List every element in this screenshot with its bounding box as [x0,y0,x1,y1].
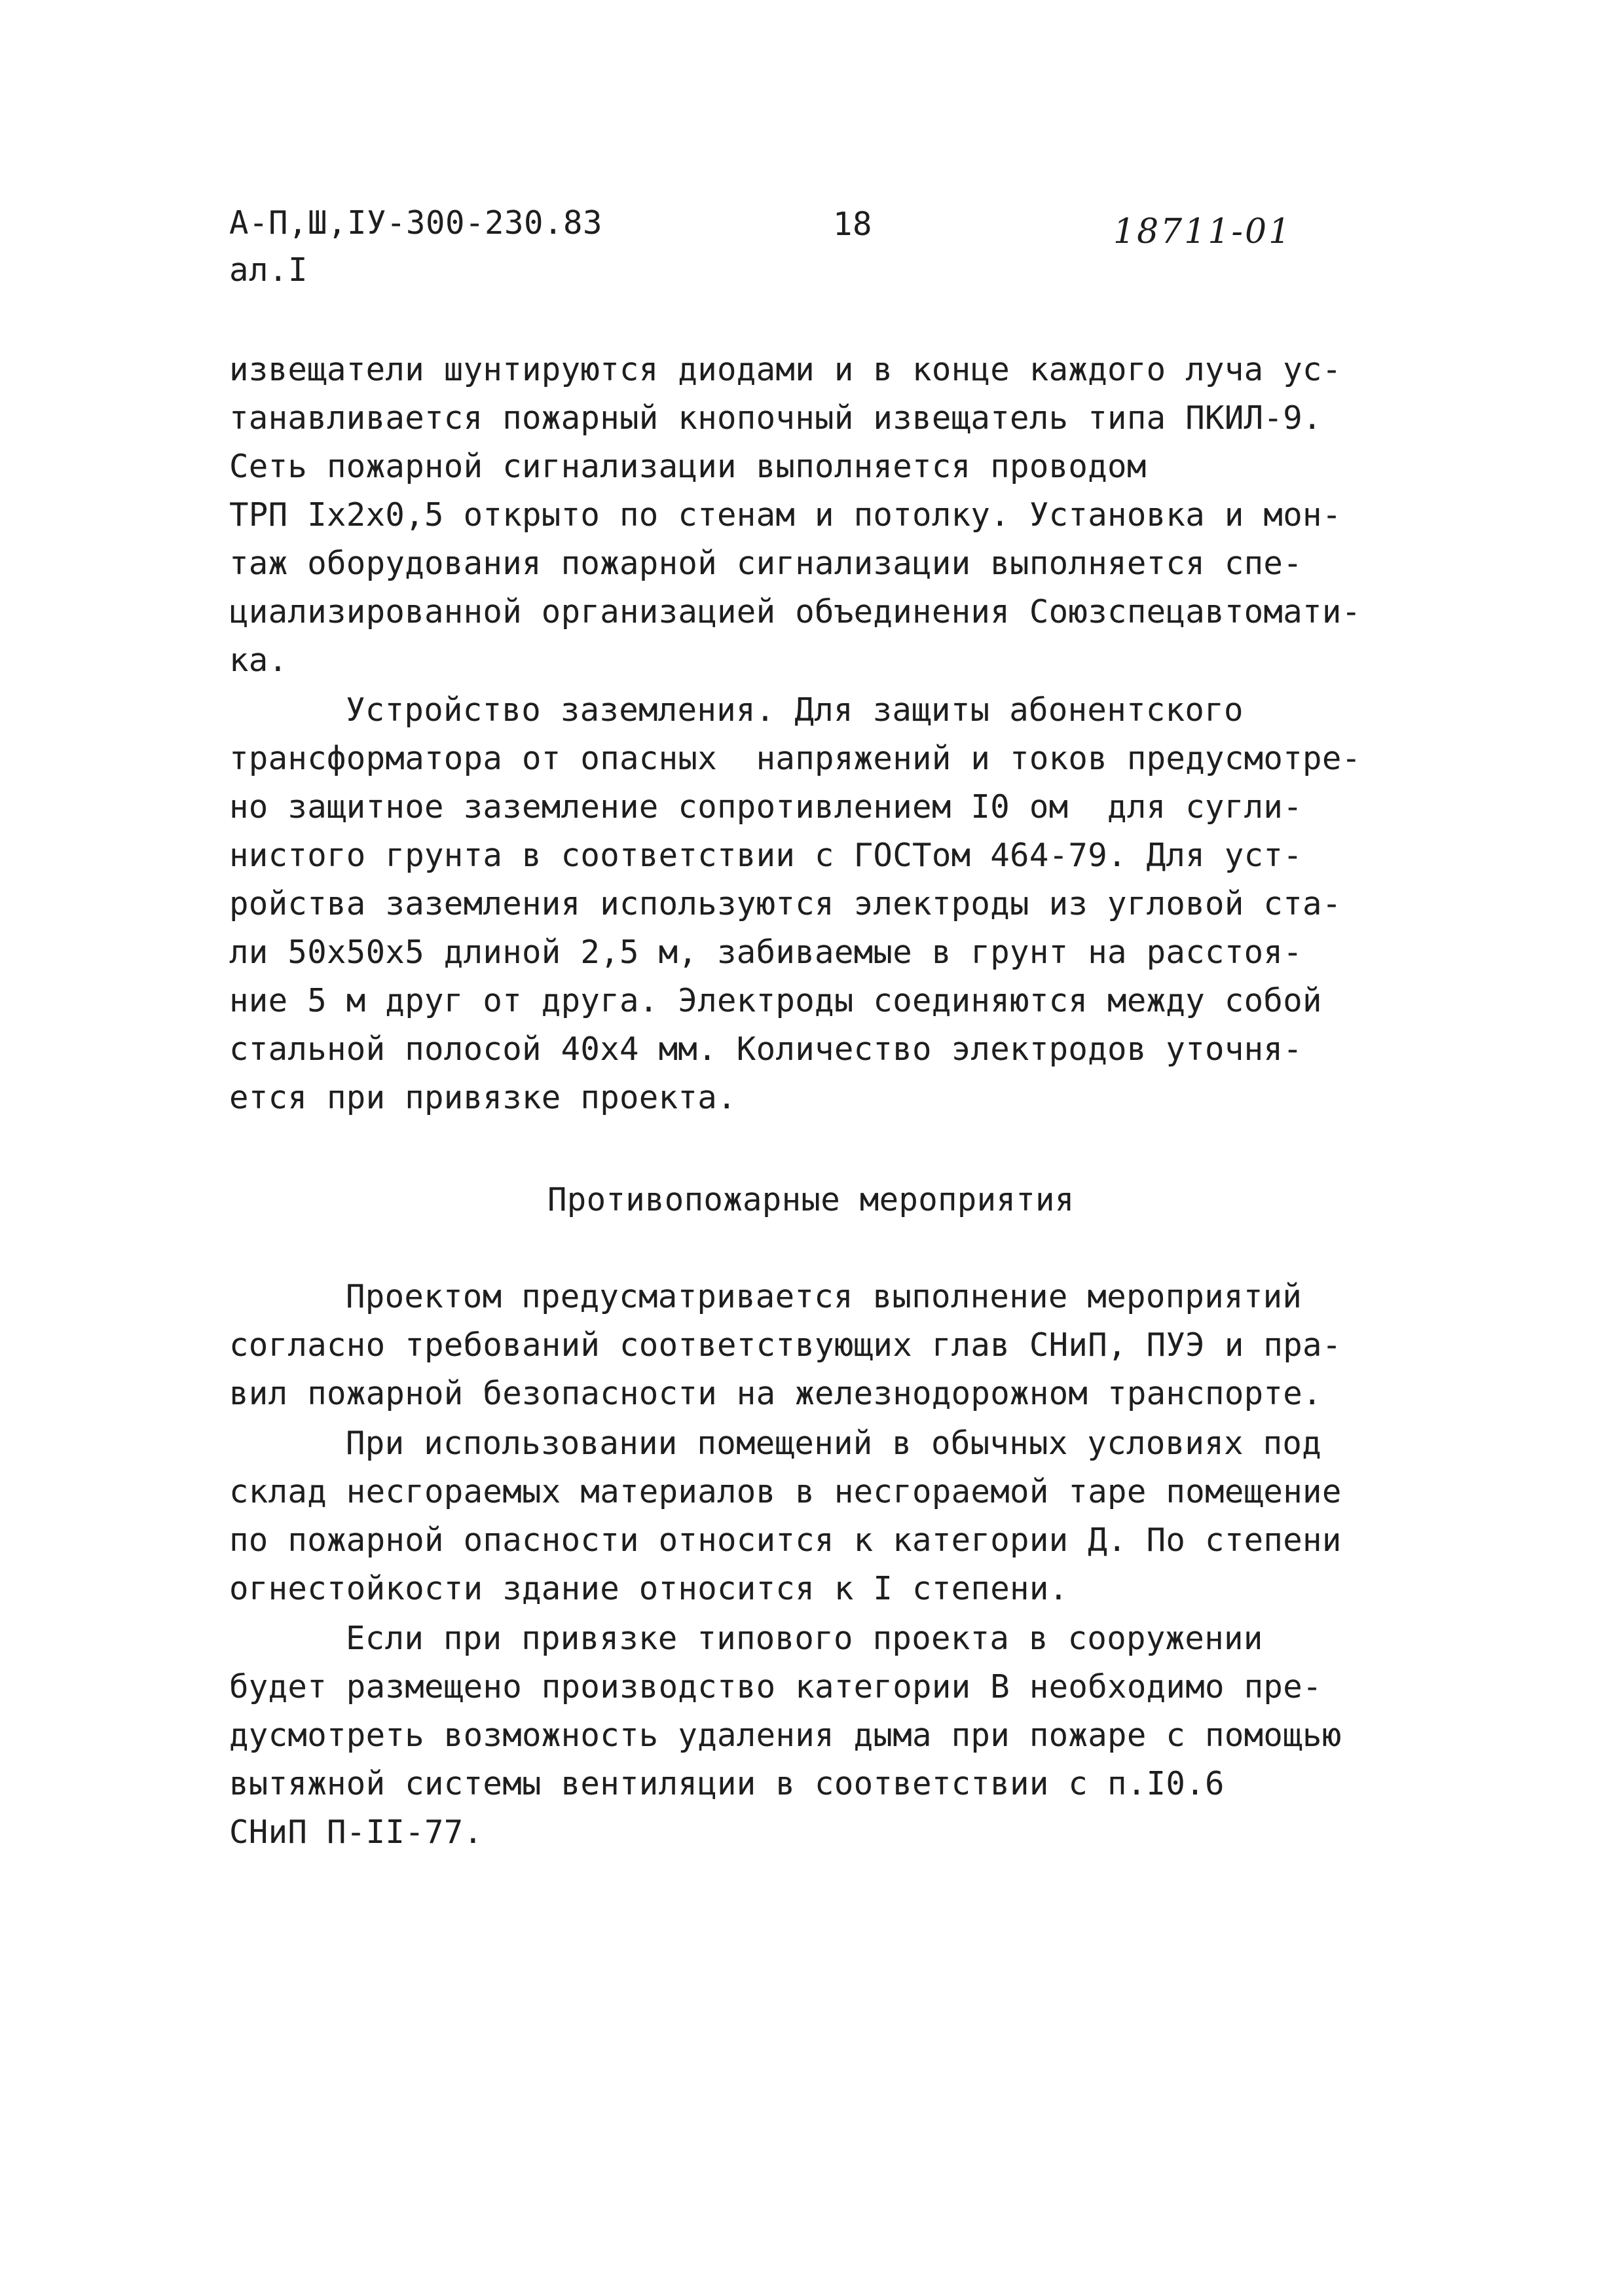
paragraph-5-line: СНиП П-II-77. [229,1813,483,1851]
paragraph-3-line: Проектом предусматривается выполнение мероприятий [346,1278,1302,1315]
paragraph-4-line: по пожарной опасности относится к категории Д. По степени [229,1522,1342,1559]
page-number: 18 [833,206,873,243]
paragraph-1-line: Сеть пожарной сигнализации выполняется проводом [229,448,1147,485]
paragraph-2-line: трансформатора от опасных напряжений и токов предусмотре- [229,740,1361,777]
paragraph-4-line: При использовании помещений в обычных условиях под [346,1425,1322,1462]
paragraph-1-line: танавливается пожарный кнопочный извещатель типа ПКИЛ-9. [229,399,1322,437]
paragraph-1-line: таж оборудования пожарной сигнализации выполняется спе- [229,545,1303,582]
paragraph-2-line: ли 50х50х5 длиной 2,5 м, забиваемые в грунт на расстоя- [229,934,1303,971]
paragraph-2-line: ется при привязке проекта. [229,1079,737,1116]
paragraph-5-line: будет размещено производство категории В необходимо пре- [229,1668,1322,1705]
paragraph-2-line: ние 5 м друг от друга. Электроды соединяются между собой [229,982,1322,1019]
paragraph-1-line: ТРП Iх2х0,5 открыто по стенам и потолку. Установка и мон- [229,496,1342,534]
paragraph-5-line: Если при привязке типового проекта в сооружении [346,1620,1263,1657]
paragraph-2-line: но защитное заземление сопротивлением I0 ом для сугли- [229,788,1303,826]
sheet-label: ал.I [229,251,308,289]
paragraph-3-line: вил пожарной безопасности на железнодорожном транспорте. [229,1375,1322,1412]
paragraph-2-line: Устройство заземления. Для защиты абонентского [346,691,1244,729]
document-code: А-П,Ш,IУ-300-230.83 [229,204,603,242]
section-heading: Противопожарные мероприятия [547,1181,1075,1218]
paragraph-4-line: склад несгораемых материалов в несгораемой таре помещение [229,1473,1342,1510]
paragraph-5-line: вытяжной системы вентиляции в соответствии с п.I0.6 [229,1765,1225,1802]
paragraph-4-line: огнестойкости здание относится к I степени. [229,1570,1069,1607]
paragraph-5-line: дусмотреть возможность удаления дыма при пожаре с помощью [229,1717,1342,1754]
paragraph-2-line: нистого грунта в соответствии с ГОСТом 464-79. Для уст- [229,837,1303,874]
paragraph-1-line: извещатели шунтируются диодами и в конце каждого луча ус- [229,351,1342,388]
paragraph-3-line: согласно требований соответствующих глав СНиП, ПУЭ и пра- [229,1326,1342,1364]
paragraph-1-line: ка. [229,642,288,679]
paragraph-1-line: циализированной организацией объединения Союзспецавтомати- [229,593,1361,630]
handwritten-document-number: 18711-01 [1113,212,1293,251]
paragraph-2-line: стальной полосой 40х4 мм. Количество электродов уточня- [229,1030,1303,1068]
paragraph-2-line: ройства заземления используются электроды из угловой ста- [229,885,1342,922]
